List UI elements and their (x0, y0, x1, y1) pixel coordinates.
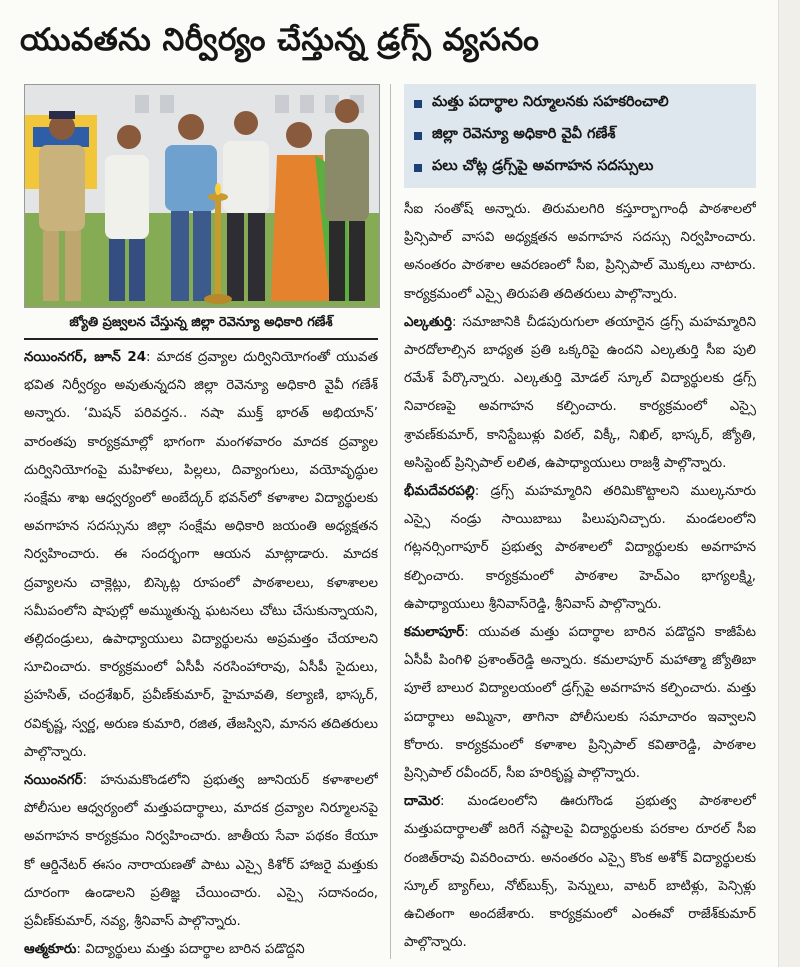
dateline: నయింనగర్, జూన్ 24 (24, 350, 147, 365)
paragraph: భీమదేవరపల్లి: డ్రగ్స్ మహమ్మారిని తరిమికొట్టాలని ముల్కనూరు ఎస్సై నండ్రు సాయిబాబు పిలుపునిచ్చారు. మండలంలోని గట్లనర్సింగాపూర్ ప్రభుత్వ పాఠశాలలో విద్యార్థులకు అవగాహన కల్పించారు. కార్యక్రమంలో పాఠశాల హెచ్ఎం భాగ్యలక్ష్మి, ఉపాధ్యాయులు శ్రీనివాస్‌రెడ్డి, శ్రీనివాస్ పాల్గొన్నారు. (404, 484, 756, 612)
square-bullet-icon (414, 164, 422, 172)
highlight-item: జిల్లా రెవెన్యూ అధికారి వైవీ గణేశ్ (414, 120, 746, 152)
event-photo (24, 84, 380, 308)
event-photo-illustration (25, 85, 379, 307)
dateline: భీమదేవరపల్లి (404, 484, 475, 500)
article-column-right (404, 196, 756, 961)
paragraph: దామెర: మండలంలోని ఊరుగొండ ప్రభుత్వ పాఠశాలలో మత్తుపదార్థాలతో జరిగే నష్టాలపై విద్యార్థులకు పరకాల రూరల్ సీఐ రంజిత్‌రావు వివరించారు. అనంతరం ఎస్సై కొంక అశోక్ విద్యార్థులకు స్కూల్ బ్యాగ్‌లు, నోట్‌బుక్స్, పెన్నులు, వాటర్ బాటిళ్లు, పెన్సిళ్లు ఉచితంగా అందజేశారు. కార్యక్రమంలో ఎంఈవో రాజేశ్‌కుమార్ పాల్గొన్నారు. (404, 794, 756, 951)
photo-caption: జ్యోతి ప్రజ్వలన చేస్తున్న జిల్లా రెవెన్యూ అధికారి గణేశ్ (24, 308, 378, 340)
highlight-item: మత్తు పదార్థాల నిర్మూలనకు సహకరించాలి (414, 88, 746, 120)
headline: యువతను నిర్వీర్యం చేస్తున్న డ్రగ్స్ వ్యసనం (20, 22, 540, 58)
highlight-item: పలు చోట్ల డ్రగ్స్‌పై అవగాహన సదస్సులు (414, 152, 746, 184)
adjacent-page-edge (778, 0, 800, 967)
dateline: ఆత్మకూరు (24, 942, 77, 958)
square-bullet-icon (414, 100, 422, 108)
paragraph: నయింనగర్: హనుమకొండలోని ప్రభుత్వ జూనియర్ కళాశాలలో పోలీసుల ఆధ్వర్యంలో మత్తుపదార్థాలు, మాదక ద్రవ్యాల నిర్మూలనపై అవగాహన కార్యక్రమం నిర్వహించారు. జాతీయ సేవా పథకం కేయూ కో ఆర్డినేటర్ ఈసం నారాయణతో పాటు ఎస్సై కిశోర్ హాజరై మత్తుకు దూరంగా ఉండాలని ప్రతిజ్ఞ చేయించారు. ఎస్సై సదానందం, ప్రవీణ్‌కుమార్, నవ్య, శ్రీనివాస్ పాల్గొన్నారు. (24, 773, 378, 930)
paragraph: నయింనగర్, జూన్ 24: మాదక ద్రవ్యాల దుర్వినియోగంతో యువత భవిత నిర్వీర్యం అవుతున్నదని జిల్లా రెవెన్యూ అధికారి వైవీ గణేశ్ అన్నారు. ‘మిషన్ పరివర్తన.. నషా ముక్త్ భారత్ అభియాన్’ వారంతపు కార్యక్రమాల్లో భాగంగా మంగళవారం మాదక ద్రవ్యాల దుర్వినియోగంపై మహిళలు, పిల్లలు, దివ్యాంగులు, వయోవృద్ధుల సంక్షేమ శాఖ ఆధ్వర్యంలో అంబేద్కర్ భవన్‌లో కళాశాల విద్యార్థులకు అవగాహన సదస్సును జిల్లా సంక్షేమ అధికారి జయంతి అధ్యక్షతన నిర్వహించారు. ఈ సందర్భంగా ఆయన మాట్లాడారు. మాదక ద్రవ్యాలను చాక్లెట్లు, బిస్కెట్ల రూపంలో పాఠశాలలు, కళాశాలల సమీపంలోని షాపుల్లో అమ్ముతున్న ఘటనలు చోటు చేసుకున్నాయని, తల్లిదండ్రులు, ఉపాధ్యాయులు విద్యార్థులను అప్రమత్తం చేయాలని సూచించారు. కార్యక్రమంలో ఏసీపీ నరసింహారావు, ఏసీపీ సైదులు, ప్రహసిత్, చంద్రశేఖర్, ప్రవీణ్‌కుమార్, హైమావతి, కల్యాణి, భాస్కర్, రవికృష్ణ, స్వర్ణ, అరుణ కుమారి, రజిత, తేజస్విని, మానస తదితరులు పాల్గొన్నారు. (24, 350, 378, 760)
square-bullet-icon (414, 132, 422, 140)
dateline: నయింనగర్ (24, 773, 83, 789)
highlights-box (404, 84, 756, 188)
paragraph: కమలాపూర్: యువత మత్తు పదార్థాల బారిన పడొద్దని కాజీపేట ఏసీపీ పింగిళి ప్రశాంత్‌రెడ్డి అన్నారు. కమలాపూర్ మహాత్మా జ్యోతిబా పూలే బాలుర విద్యాలయంలో డ్రగ్స్‌పై అవగాహన కల్పించారు. మత్తు పదార్థాలు అమ్మినా, తాగినా పోలీసులకు సమాచారం ఇవ్వాలని కోరారు. కార్యక్రమంలో కళాశాల ప్రిన్సిపాల్ కవితారెడ్డి, పాఠశాల ప్రిన్సిపాల్ రవీందర్, సీఐ హరికృష్ణ పాల్గొన్నారు. (404, 625, 756, 782)
paragraph: ఆత్మకూరు: విద్యార్థులు మత్తు పదార్థాల బారిన పడొద్దని (24, 942, 305, 958)
dateline: కమలాపూర్ (404, 625, 465, 641)
dateline: దామెర (404, 794, 441, 810)
paragraph: ఎల్కతుర్తి: సమాజానికి చీడపురుగులా తయారైన డ్రగ్స్ మహమ్మారిని పారదోలాల్సిన బాధ్యత ప్రతి ఒక్కరిపై ఉందని ఎల్కతుర్తి సీఐ పులి రమేశ్ పేర్కొన్నారు. ఎల్కతుర్తి మోడల్ స్కూల్ విద్యార్థులకు డ్రగ్స్ నివారణపై అవగాహన కల్పించారు. కార్యక్రమంలో ఎస్సై శ్రావణ్‌కుమార్, కానిస్టేబుళ్లు విఠల్, విక్కీ, నిఖిల్, భాస్కర్, జ్యోతి, అసిస్టెంట్ ప్రిన్సిపాల్ లలిత, ఉపాధ్యాయులు రాజశ్రీ పాల్గొన్నారు. (404, 314, 756, 471)
column-divider (390, 84, 391, 959)
dateline: ఎల్కతుర్తి (404, 314, 452, 330)
paragraph: సీఐ సంతోష్ అన్నారు. తిరుమలగిరి కస్తూర్బాగాంధీ పాఠశాలలో ప్రిన్సిపాల్ వాసవి అధ్యక్షతన అవగాహన సదస్సు నిర్వహించారు. అనంతరం పాఠశాల ఆవరణంలో సీఐ, ప్రిన్సిపాల్ మొక్కలు నాటారు. కార్యక్రమంలో ఎస్సై తిరుపతి తదితరులు పాల్గొన్నారు. (404, 202, 756, 302)
article-column-left (24, 344, 378, 959)
